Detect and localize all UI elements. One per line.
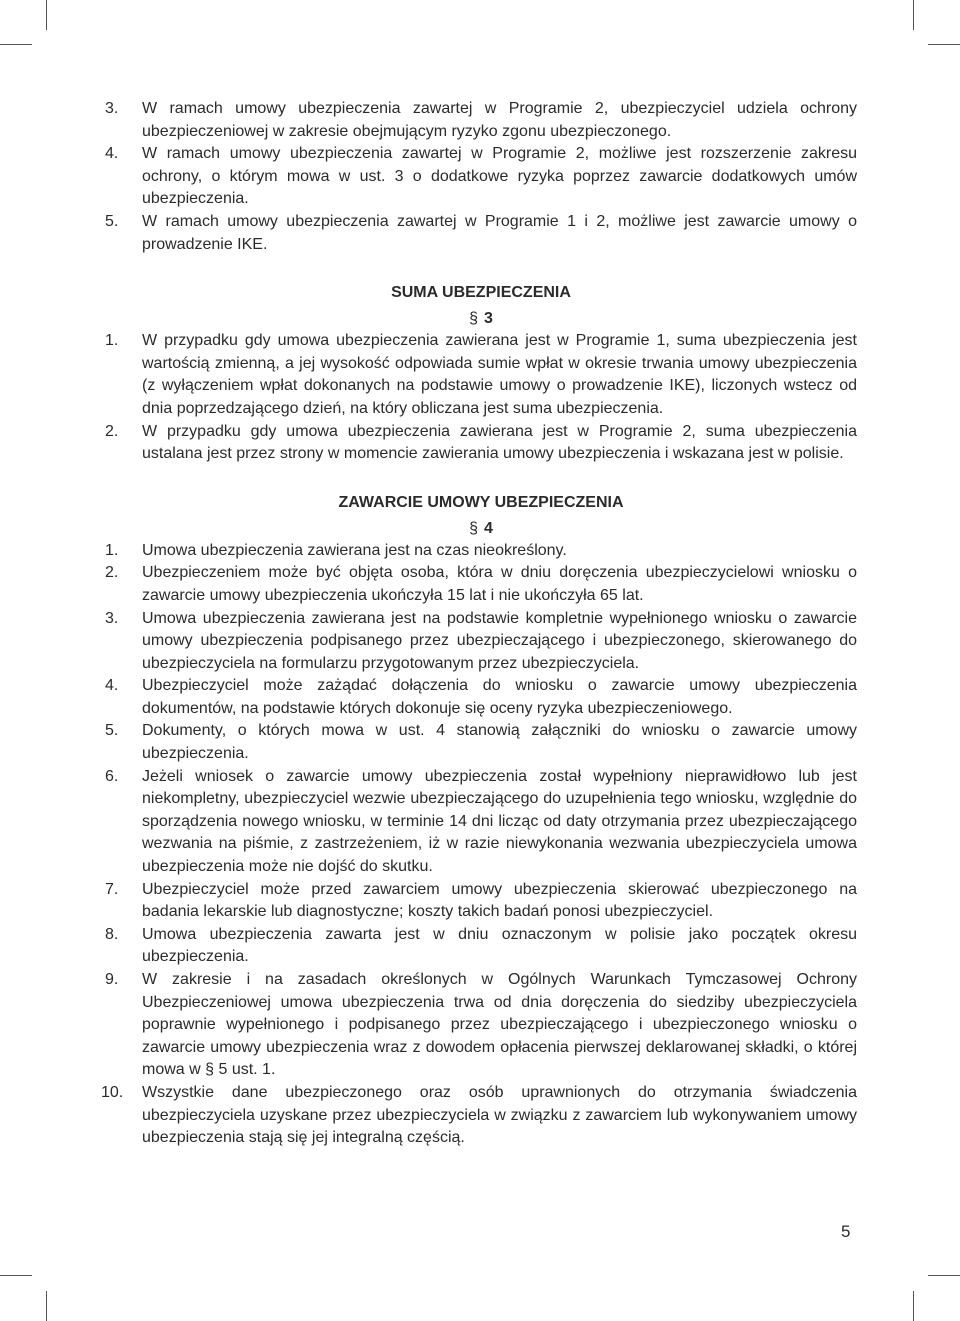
section-title: ZAWARCIE UMOWY UBEZPIECZENIA	[338, 493, 624, 511]
section-paragraph-mark	[105, 308, 857, 330]
item-number: 1.	[105, 332, 119, 350]
list-item	[105, 608, 857, 676]
list-item	[105, 562, 857, 607]
item-text: W przypadku gdy umowa ubezpieczenia zawierana jest w Programie 1, suma ubezpieczenia jest wartością zmienną, a jej wysokość odpowiada sumie wpłat w okresie trwania umowy ubezpieczenia (z wyłączeniem wpłat dokonanych na podstawie umowy o prowadzenie IKE), liczonych wstecz od dnia poprzedzającego dzień, na który obliczana jest suma ubezpieczenia.	[142, 332, 857, 417]
list-item	[105, 879, 857, 924]
item-text: Ubezpieczeniem może być objęta osoba, która w dniu doręczenia ubezpieczycielowi wniosku o zawarcie umowy ubezpieczenia ukończyła 15 lat i nie ukończyła 65 lat.	[142, 564, 857, 604]
document-body	[101, 98, 857, 1150]
item-text: Ubezpieczyciel może przed zawarciem umowy ubezpieczenia skierować ubezpieczonego na badania lekarskie lub diagnostyczne; koszty takich badań ponosi ubezpieczyciel.	[142, 880, 857, 921]
item-text: W ramach umowy ubezpieczenia zawartej w Programie 2, ubezpieczyciel udziela ochrony ubezpieczeniowej w zakresie obejmującym ryzyko zgonu ubezpieczonego.	[142, 100, 857, 140]
item-number: 9.	[105, 971, 119, 988]
item-number: 2.	[105, 422, 119, 440]
item-text: Umowa ubezpieczenia zawierana jest na podstawie kompletnie wypełnionego wniosku o zawarcie umowy ubezpieczenia podpisanego przez ubezpieczającego i ubezpieczonego, skierowanego do ubezpieczyciela na formularzu przygotowanym przez ubezpieczyciela.	[142, 609, 857, 672]
section-number: 4	[484, 519, 493, 537]
item-number: 6.	[105, 767, 119, 785]
item-text: Jeżeli wniosek o zawarcie umowy ubezpieczenia został wypełniony nieprawidłowo lub jest niekompletny, ubezpieczyciel wezwie ubezpieczającego do uzupełnienia tego wniosku, względnie do sporządzenia nowego wniosku, w terminie 14 dni licząc od daty otrzymania przez ubezpieczającego wezwania na piśmie, z zastrzeżeniem, iż w razie niewykonania wezwania ubezpieczyciela umowa ubezpieczenia może nie dojść do skutku.	[142, 767, 857, 876]
list-item	[105, 720, 857, 765]
crop-mark	[46, 1291, 47, 1321]
list-item	[105, 211, 857, 256]
list-item	[105, 924, 857, 969]
item-text: Ubezpieczyciel może zażądać dołączenia do wniosku o zawarcie umowy ubezpieczenia dokumentów, na podstawie których dokonuje się oceny ryzyka ubezpieczeniowego.	[142, 677, 857, 717]
item-number: 3.	[105, 100, 119, 117]
item-text: Dokumenty, o których mowa w ust. 4 stanowią załączniki do wniosku o zawarcie umowy ubezpieczenia.	[142, 722, 857, 763]
paragraph-sign-icon: §	[469, 310, 478, 328]
crop-mark	[0, 1275, 32, 1276]
item-text: Umowa ubezpieczenia zawierana jest na czas nieokreślony.	[142, 541, 567, 559]
crop-mark	[46, 0, 47, 30]
item-text: W ramach umowy ubezpieczenia zawartej w Programie 1 i 2, możliwe jest zawarcie umowy o prowadzenie IKE.	[142, 212, 857, 253]
item-number: 7.	[105, 880, 119, 898]
item-text: W ramach umowy ubezpieczenia zawartej w Programie 2, możliwe jest rozszerzenie zakresu ochrony, o którym mowa w ust. 3 o dodatkowe ryzyka poprzez zawarcie dodatkowych umów ubezpieczenia.	[142, 145, 857, 208]
item-number: 3.	[105, 609, 119, 627]
crop-mark	[913, 0, 914, 30]
item-text: Umowa ubezpieczenia zawarta jest w dniu oznaczonym w polisie jako początek okresu ubezpieczenia.	[142, 925, 857, 966]
crop-mark	[928, 44, 960, 45]
item-text: Wszystkie dane ubezpieczonego oraz osób uprawnionych do otrzymania świadczenia ubezpieczyciela uzyskane przez ubezpieczyciela w związku z zawarciem lub wykonywaniem umowy ubezpieczenia stają się jej integralną częścią.	[142, 1083, 857, 1147]
list-item	[105, 330, 857, 420]
item-number: 5.	[105, 722, 119, 740]
list-item	[105, 675, 857, 720]
list-item	[105, 766, 857, 879]
top-list	[105, 98, 857, 256]
paragraph-sign-icon: §	[469, 519, 478, 537]
crop-mark	[913, 1291, 914, 1321]
section3-list	[105, 330, 857, 466]
crop-mark	[0, 44, 32, 45]
list-item	[105, 421, 857, 466]
item-number: 4.	[105, 145, 119, 163]
item-number: 10.	[101, 1083, 124, 1101]
list-item	[105, 98, 857, 143]
item-text: W przypadku gdy umowa ubezpieczenia zawierana jest w Programie 2, suma ubezpieczenia ustalana jest przez strony w momencie zawierania umowy ubezpieczenia i wskazana jest w polisie.	[142, 422, 857, 463]
crop-mark	[928, 1275, 960, 1276]
section-paragraph-mark	[105, 518, 857, 540]
item-number: 1.	[105, 541, 119, 559]
list-item	[105, 143, 857, 211]
item-number: 5.	[105, 212, 119, 230]
section-title: SUMA UBEZPIECZENIA	[391, 284, 571, 302]
item-number: 2.	[105, 564, 119, 582]
page-number: 5	[841, 1222, 851, 1241]
list-item	[105, 540, 857, 563]
section-number: 3	[484, 310, 493, 328]
list-item	[101, 1082, 857, 1150]
item-text: W zakresie i na zasadach określonych w Ogólnych Warunkach Tymczasowej Ochrony Ubezpieczeniowej umowa ubezpieczenia trwa od dnia doręczenia do siedziby ubezpieczyciela poprawnie wypełnionego i podpisanego przez ubezpieczającego i ubezpieczonego wniosku o zawarcie umowy ubezpieczenia wraz z dowodem opłacenia pierwszej deklarowanej składki, o której mowa w § 5 ust. 1.	[142, 971, 857, 1079]
item-number: 8.	[105, 925, 119, 943]
list-item	[105, 969, 857, 1082]
section4-list	[101, 540, 857, 1150]
item-number: 4.	[105, 677, 119, 695]
